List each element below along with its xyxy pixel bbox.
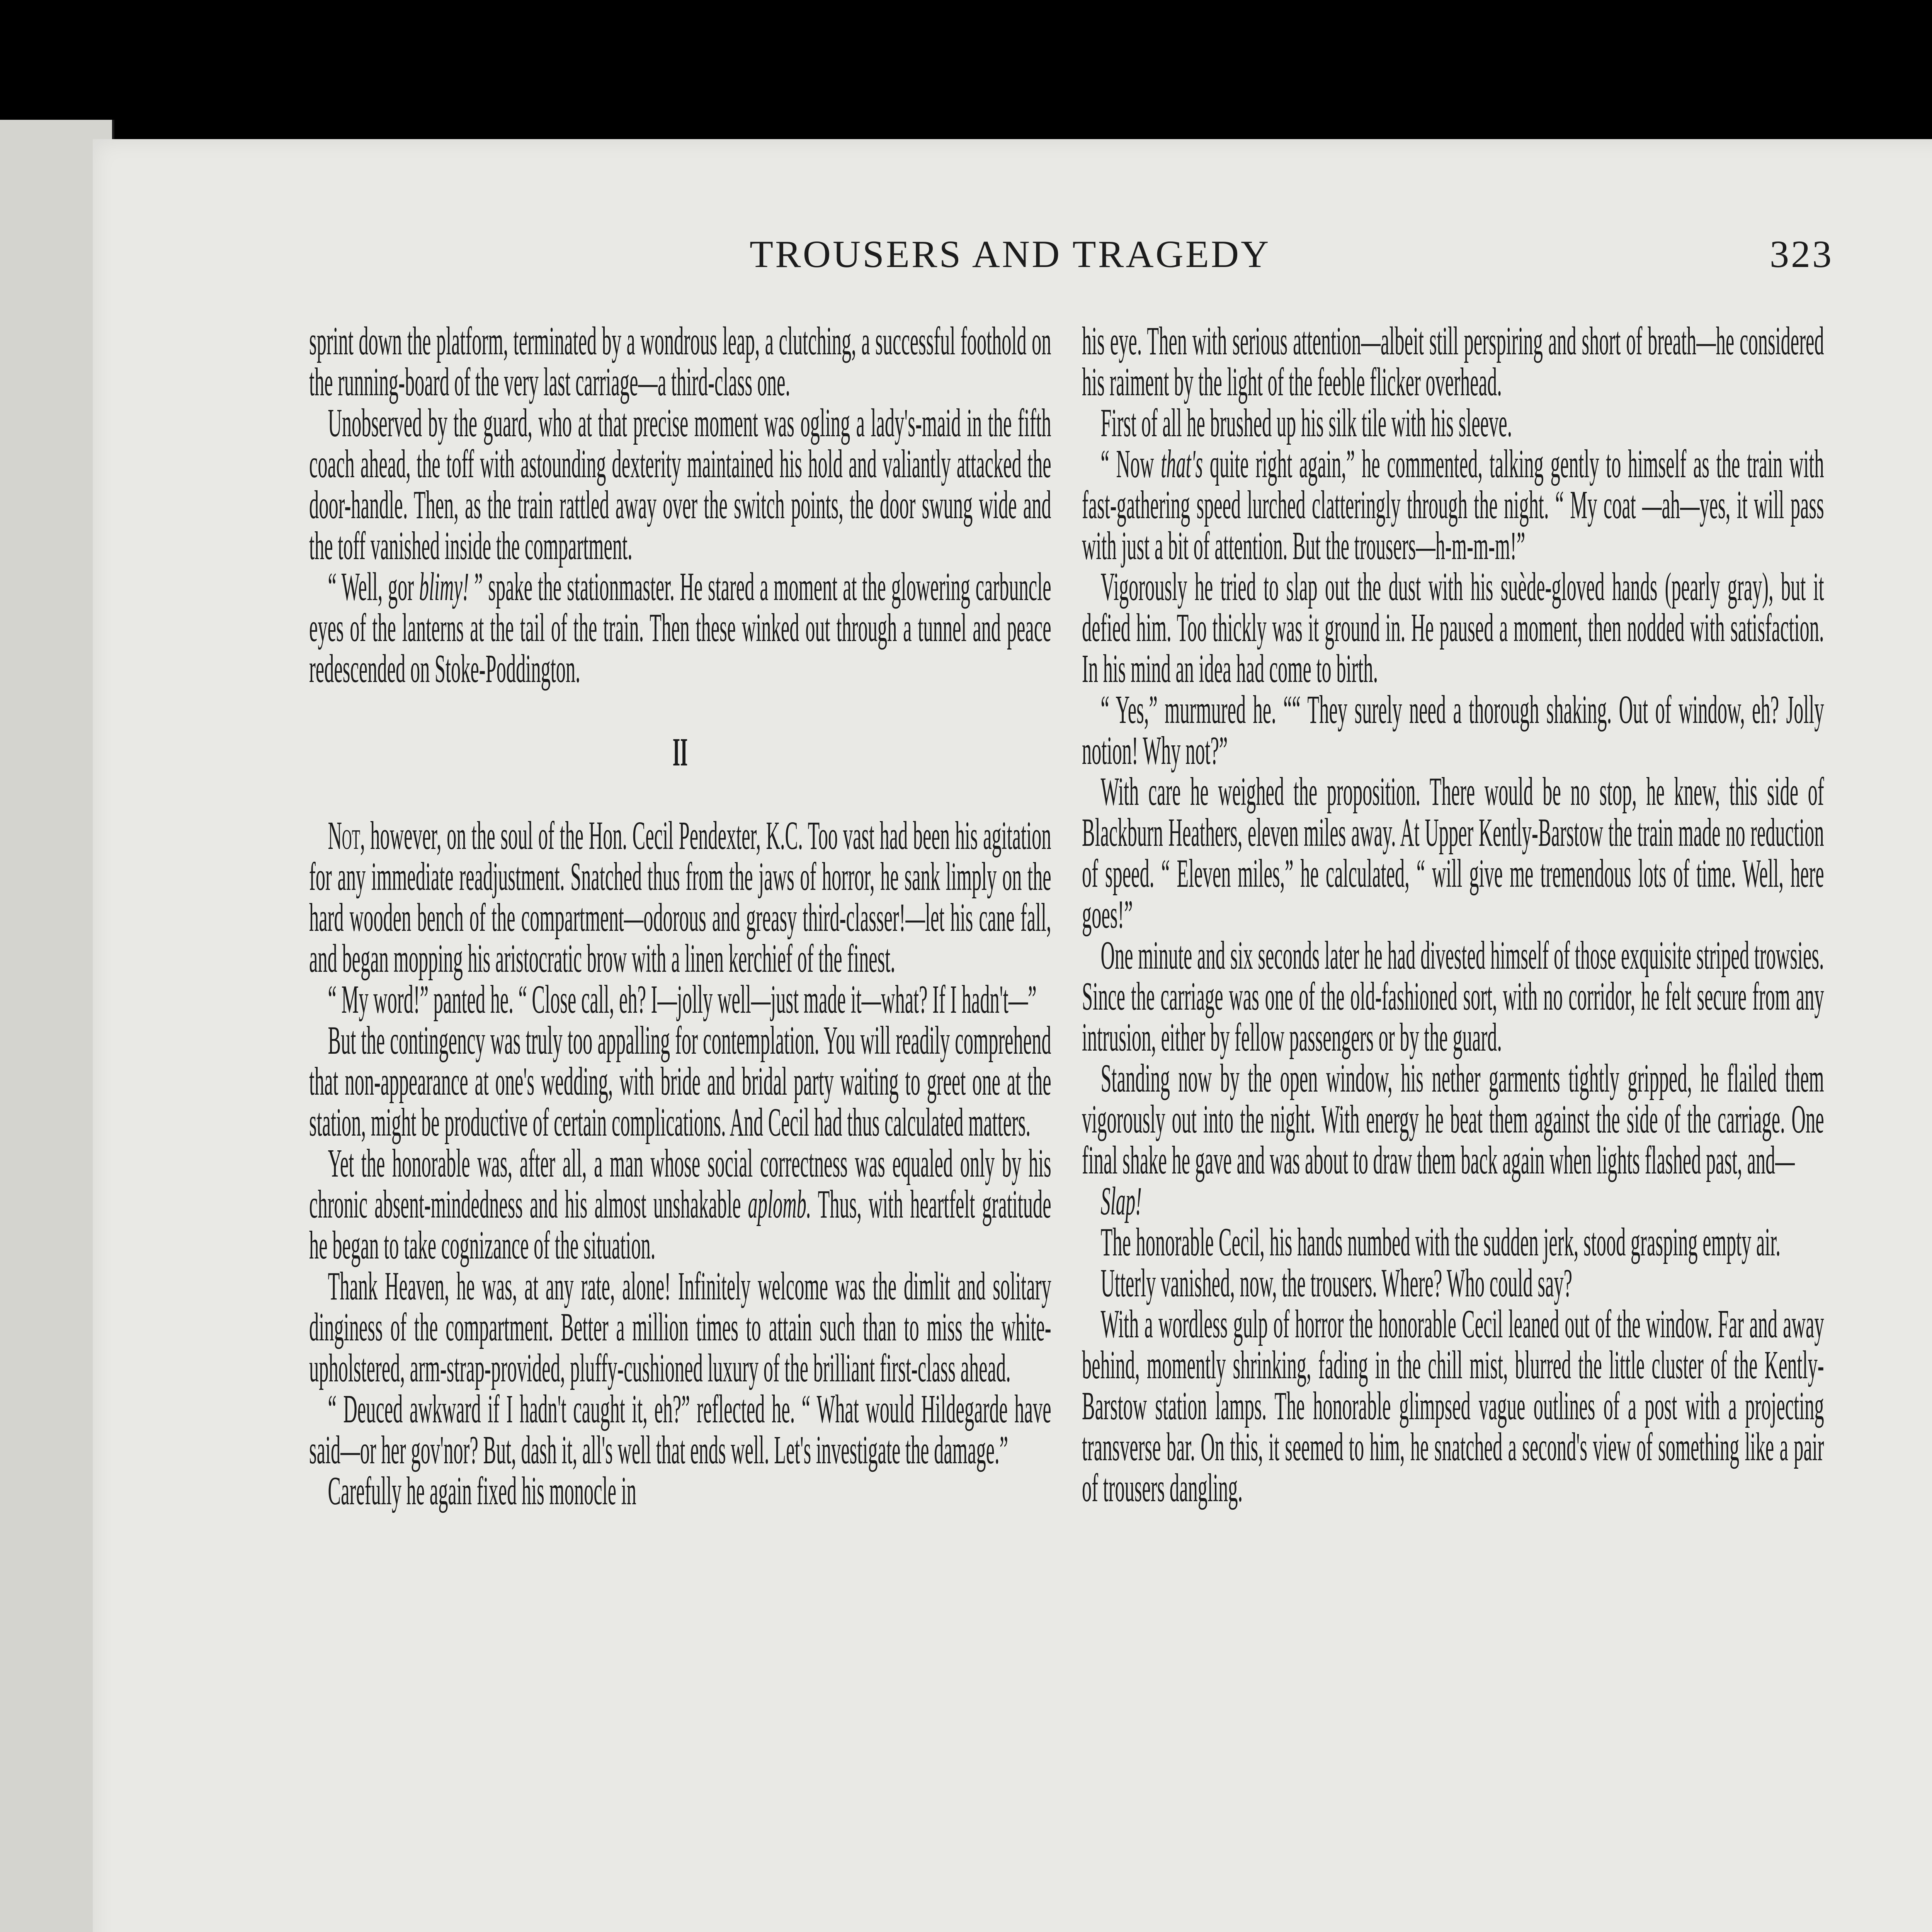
- paragraph: Unobserved by the guard, who at that precise moment was ogling a lady's-maid in the fifth coach ahead, the toff with astounding dexterity maintained his hold and valiantly attacked the door-handle. Then, as the train rattled away over the switch points, the door swung wide and the toff vanished inside the compartment.: [309, 401, 1051, 568]
- running-title: TROUSERS AND TRAGEDY: [750, 233, 1271, 276]
- paragraph: First of all he brushed up his silk tile with his sleeve.: [1100, 401, 1512, 445]
- left-column: [309, 321, 1051, 1512]
- paragraph: Utterly vanished, now, the trousers. Where? Who could say?: [1100, 1261, 1572, 1305]
- paragraph: With a wordless gulp of horror the honorable Cecil leaned out of the window. Far and away behind, momently shrinking, fading in the chill mist, blurred the little cluster of the Kently-Barstow station lamps. The honorable glimpsed vague outlines of a post with a projecting transverse bar. On this, it seemed to him, he snatched a second's view of something like a pair of trousers dangling.: [1082, 1302, 1824, 1510]
- paragraph: “ Deuced awkward if I hadn't caught it, eh?” reflected he. “ What would Hildegarde have said—or her gov'nor? But, dash it, all's well that ends well. Let's investigate the damage.”: [309, 1387, 1051, 1472]
- paragraph: One minute and six seconds later he had divested himself of those exquisite striped trowsies. Since the carriage was one of the old-fashioned sort, with no corridor, he felt secure from any intrusion, either by fellow passengers or by the guard.: [1082, 933, 1824, 1060]
- paragraph: Standing now by the open window, his nether garments tightly gripped, he flailed them vigorously out into the night. With energy he beat them against the side of the carriage. One final shake he gave and was about to draw them back again when lights flashed past, and—: [1082, 1056, 1824, 1182]
- paragraph: “ My word!” panted he. “ Close call, eh? I—jolly well—just made it—what? If I hadn't—”: [328, 977, 1037, 1022]
- emphasis: blimy!: [419, 565, 469, 609]
- paragraph: Slap!: [1100, 1179, 1142, 1223]
- paragraph: Carefully he again fixed his monocle in: [328, 1469, 636, 1513]
- book-page: [93, 139, 1932, 1932]
- paragraph: But the contingency was truly too appalling for contemplation. You will readily comprehend that non-appearance at one's wedding, with bride and bridal party waiting to greet one at the station, might be productive of certain complications. And Cecil had thus calculated matters.: [309, 1018, 1051, 1145]
- page-number: 323: [1770, 233, 1833, 276]
- paragraph: With care he weighed the proposition. There would be no stop, he knew, this side of Blackburn Heathers, eleven miles away. At Upper Kently-Barstow the train made no reduction of speed. “ Eleven miles,” he calculated, “ will give me tremendous lots of time. Well, here goes!”: [1082, 769, 1824, 937]
- paragraph: Vigorously he tried to slap out the dust with his suède-gloved hands (pearly gray), but it defied him. Too thickly was it ground in. He paused a moment, then nodded with satisfaction. In his mind an idea had come to birth.: [1082, 565, 1824, 691]
- drop-lead: Not,: [328, 813, 365, 858]
- emphasis: aplomb.: [748, 1182, 811, 1226]
- paragraph: Thank Heaven, he was, at any rate, alone! Infinitely welcome was the dimlit and solitary dinginess of the compartment. Better a million times to attain such than to miss the white-upholstered, arm-strap-provided, pluffy-cushioned luxury of the brilliant first-class ahead.: [309, 1264, 1051, 1390]
- paragraph: Not, however, on the soul of the Hon. Cecil Pendexter, K.C. Too vast had been his agitation for any immediate readjustment. Snatched thus from the jaws of horror, he sank limply on the hard wooden bench of the compartment—odorous and greasy third-classer!—let his cane fall, and began mopping his aristocratic brow with a linen kerchief of the finest.: [309, 813, 1051, 981]
- paragraph: “ Well, gor blimy! ” spake the stationmaster. He stared a moment at the glowering carbuncle eyes of the lanterns at the tail of the train. Then these winked out through a tunnel and peace redescended on Stoke-Poddington.: [309, 565, 1051, 691]
- section-heading: II: [672, 730, 688, 774]
- paragraph: “ Now that's quite right again,” he commented, talking gently to himself as the train with fast-gathering speed lurched clatteringly through the night. “ My coat —ah—yes, it will pass with just a bit of attention. But the trousers—h-m-m-m!”: [1082, 442, 1824, 568]
- paragraph: his eye. Then with serious attention—albeit still perspiring and short of breath—he considered his raiment by the light of the feeble flicker overhead.: [1082, 319, 1824, 404]
- right-column: [1082, 321, 1824, 1509]
- emphasis: that's: [1161, 442, 1203, 486]
- paragraph: The honorable Cecil, his hands numbed with the sudden jerk, stood grasping empty air.: [1100, 1220, 1781, 1264]
- paragraph: “ Yes,” murmured he. ““ They surely need a thorough shaking. Out of window, eh? Jolly notion! Why not?”: [1082, 687, 1824, 773]
- paragraph: Yet the honorable was, after all, a man whose social correctness was equaled only by his chronic absent-mindedness and his almost unshakable aplomb. Thus, with heartfelt gratitude he began to take cognizance of the situation.: [309, 1141, 1051, 1267]
- paragraph: sprint down the platform, terminated by a wondrous leap, a clutching, a successful foothold on the running-board of the very last carriage—a third-class one.: [309, 319, 1051, 404]
